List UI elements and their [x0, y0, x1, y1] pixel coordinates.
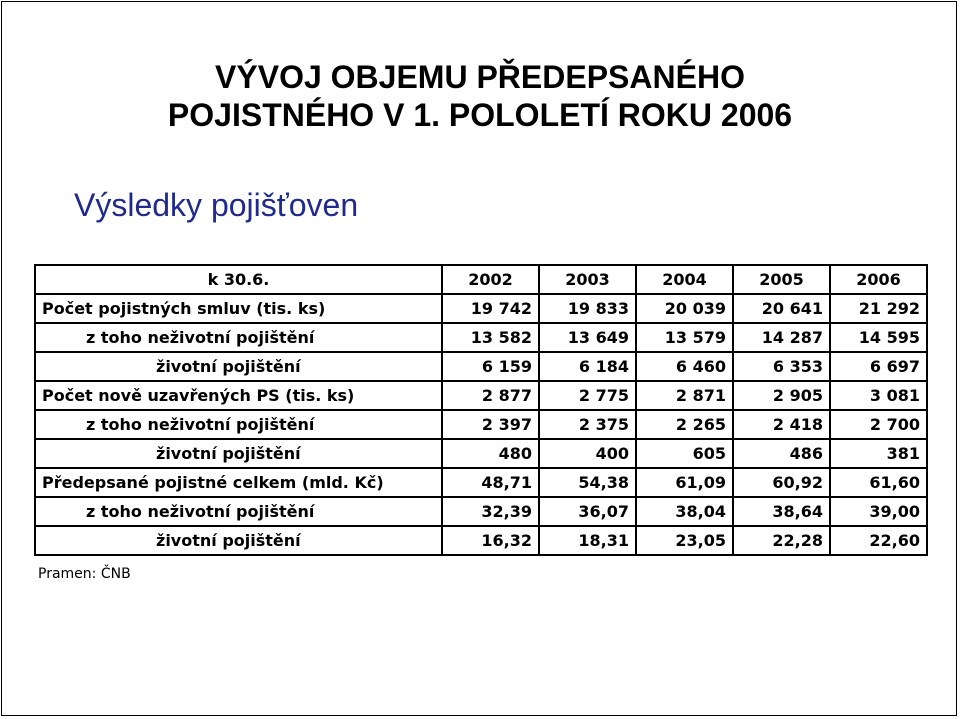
table-header-row [35, 265, 927, 294]
table-cell-value: 2 397 [442, 410, 539, 439]
table-row [35, 410, 927, 439]
header-year: 2002 [442, 265, 539, 294]
header-year: 2005 [733, 265, 830, 294]
table-cell-value: 54,38 [539, 468, 636, 497]
table-cell-value: 20 039 [636, 294, 733, 323]
table-cell-value: 61,60 [830, 468, 927, 497]
row-label: z toho neživotní pojištění [35, 410, 442, 439]
table-cell-value: 38,04 [636, 497, 733, 526]
table-cell-value: 2 375 [539, 410, 636, 439]
row-label: životní pojištění [35, 526, 442, 555]
row-label: z toho neživotní pojištění [35, 323, 442, 352]
table-cell-value: 16,32 [442, 526, 539, 555]
table-cell-value: 18,31 [539, 526, 636, 555]
table-cell-value: 19 833 [539, 294, 636, 323]
header-date-label: k 30.6. [35, 265, 442, 294]
table-cell-value: 6 159 [442, 352, 539, 381]
row-label: z toho neživotní pojištění [35, 497, 442, 526]
table-cell-value: 6 460 [636, 352, 733, 381]
table-cell-value: 21 292 [830, 294, 927, 323]
table-cell-value: 13 579 [636, 323, 733, 352]
table-cell-value: 19 742 [442, 294, 539, 323]
header-year: 2006 [830, 265, 927, 294]
table-cell-value: 14 595 [830, 323, 927, 352]
slide-title [0, 58, 960, 134]
header-year: 2003 [539, 265, 636, 294]
table-cell-value: 2 775 [539, 381, 636, 410]
table-cell-value: 6 353 [733, 352, 830, 381]
row-label: životní pojištění [35, 439, 442, 468]
table-cell-value: 400 [539, 439, 636, 468]
table-cell-value: 13 582 [442, 323, 539, 352]
title-line-2: POJISTNÉHO V 1. POLOLETÍ ROKU 2006 [167, 97, 793, 133]
table-cell-value: 48,71 [442, 468, 539, 497]
table-cell-value: 20 641 [733, 294, 830, 323]
table-cell-value: 36,07 [539, 497, 636, 526]
table-cell-value: 486 [733, 439, 830, 468]
table-cell-value: 6 697 [830, 352, 927, 381]
table-cell-value: 23,05 [636, 526, 733, 555]
table-cell-value: 6 184 [539, 352, 636, 381]
table-cell-value: 61,09 [636, 468, 733, 497]
row-label: Předepsané pojistné celkem (mld. Kč) [35, 468, 442, 497]
table-row [35, 439, 927, 468]
table-cell-value: 22,28 [733, 526, 830, 555]
table-cell-value: 13 649 [539, 323, 636, 352]
table-cell-value: 14 287 [733, 323, 830, 352]
table-row [35, 352, 927, 381]
table-row [35, 526, 927, 555]
row-label: Počet nově uzavřených PS (tis. ks) [35, 381, 442, 410]
table-cell-value: 381 [830, 439, 927, 468]
table-cell-value: 2 265 [636, 410, 733, 439]
table-cell-value: 2 871 [636, 381, 733, 410]
row-label: životní pojištění [35, 352, 442, 381]
table-row [35, 294, 927, 323]
table-cell-value: 605 [636, 439, 733, 468]
slide-subtitle: Výsledky pojišťoven [74, 187, 359, 223]
table-cell-value: 2 700 [830, 410, 927, 439]
row-label: Počet pojistných smluv (tis. ks) [35, 294, 442, 323]
insurance-results-table [34, 264, 926, 556]
source-note: Pramen: ČNB [38, 566, 131, 582]
table-cell-value: 2 905 [733, 381, 830, 410]
table-cell-value: 2 877 [442, 381, 539, 410]
table-row [35, 468, 927, 497]
table-cell-value: 38,64 [733, 497, 830, 526]
table-cell-value: 2 418 [733, 410, 830, 439]
table-cell-value: 22,60 [830, 526, 927, 555]
table-body [35, 294, 927, 555]
table-row [35, 497, 927, 526]
header-year: 2004 [636, 265, 733, 294]
table-cell-value: 32,39 [442, 497, 539, 526]
table-cell-value: 3 081 [830, 381, 927, 410]
table-cell-value: 60,92 [733, 468, 830, 497]
title-line-1: VÝVOJ OBJEMU PŘEDEPSANÉHO [215, 59, 745, 95]
table-cell-value: 480 [442, 439, 539, 468]
table-row [35, 323, 927, 352]
table-cell-value: 39,00 [830, 497, 927, 526]
table-row [35, 381, 927, 410]
